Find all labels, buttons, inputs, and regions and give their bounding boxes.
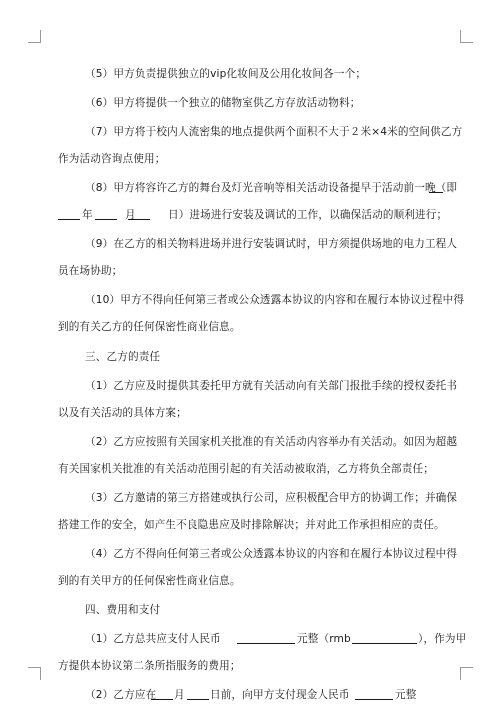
- crop-mark-bottom-left: [28, 667, 41, 680]
- clause-line: 到的有关甲方的任何保密性商业信息。: [58, 575, 241, 587]
- section-heading: 三、乙方的责任: [85, 351, 161, 363]
- blank-field: [58, 209, 80, 220]
- clause-line: （1）乙方总共应支付人民币: [85, 633, 221, 645]
- crop-mark-top-left: [28, 30, 41, 43]
- clause-line: 搭建工作的安全，如产生不良隐患应及时排除解决；并对此工作承担相应的责任。: [58, 519, 445, 531]
- clause-line: 元整: [395, 689, 417, 701]
- date-blank: [151, 689, 173, 700]
- clause-line: （5）甲方负责提供独立的vip化妆间及公用化妆间各一个；: [85, 68, 367, 80]
- clause-line: （7）甲方将于校内人流密集的地点提供两个面积不大于２米×4米的空间供乙方: [85, 126, 463, 138]
- clause-line: 作为活动咨询点使用；: [58, 153, 166, 165]
- clause-line: （10）甲方不得向任何第三者或公众透露本协议的内容和在履行本协议过程中得: [85, 294, 465, 306]
- amount-blank: [355, 689, 393, 700]
- clause-line: （9）在乙方的相关物料进场并进行安装调试时，甲方须提供场地的电力工程人: [85, 238, 458, 250]
- date-blank: [187, 689, 209, 700]
- blank-field: [429, 182, 443, 193]
- crop-mark-top-right: [460, 30, 473, 43]
- clause-line: （3）乙方邀请的第三方搭建或执行公司，应积极配合甲方的协调工作；并确保: [85, 492, 458, 504]
- section-heading: 四、费用和支付: [85, 604, 161, 616]
- clause-line: 年 月 日）进场进行安装及调试的工作，以确保活动的顺利进行；: [82, 209, 448, 221]
- clause-line: ），作为甲: [418, 633, 467, 645]
- rmb-amount-blank: [352, 633, 417, 644]
- clause-line: 有关国家机关批准的有关活动范围引起的有关活动被取消，乙方将负全部责任；: [58, 463, 435, 475]
- clause-line: 日前，向甲方支付现金人民币: [210, 689, 350, 701]
- blank-field: [95, 209, 117, 220]
- clause-line: 元整（rmb: [297, 633, 351, 645]
- clause-line: （2）乙方应在: [85, 689, 157, 701]
- clause-line: 员在场协助；: [58, 265, 123, 277]
- crop-mark-bottom-right: [460, 667, 473, 680]
- clause-line: 到的有关乙方的任何保密性商业信息。: [58, 321, 241, 333]
- clause-line: （6）甲方将提供一个独立的储物室供乙方存放活动物料；: [85, 97, 361, 109]
- clause-line: （1）乙方应及时提供其委托甲方就有关活动向有关部门报批手续的授权委托书: [85, 380, 458, 392]
- clause-line: （8）甲方将容许乙方的舞台及灯光音响等相关活动设备提早于活动前一晚（即: [85, 182, 458, 194]
- blank-field: [128, 209, 150, 220]
- clause-line: （2）乙方应按照有关国家机关批准的有关活动内容举办有关活动。如因为超越: [85, 436, 458, 448]
- clause-line: 以及有关活动的具体方案；: [58, 407, 187, 419]
- clause-line: 方提供本协议第二条所指服务的费用；: [58, 660, 241, 672]
- clause-line: （4）乙方不得向任何第三者或公众透露本协议的内容和在履行本协议过程中得: [85, 548, 458, 560]
- amount-blank: [237, 633, 295, 644]
- clause-line: 月: [174, 689, 185, 701]
